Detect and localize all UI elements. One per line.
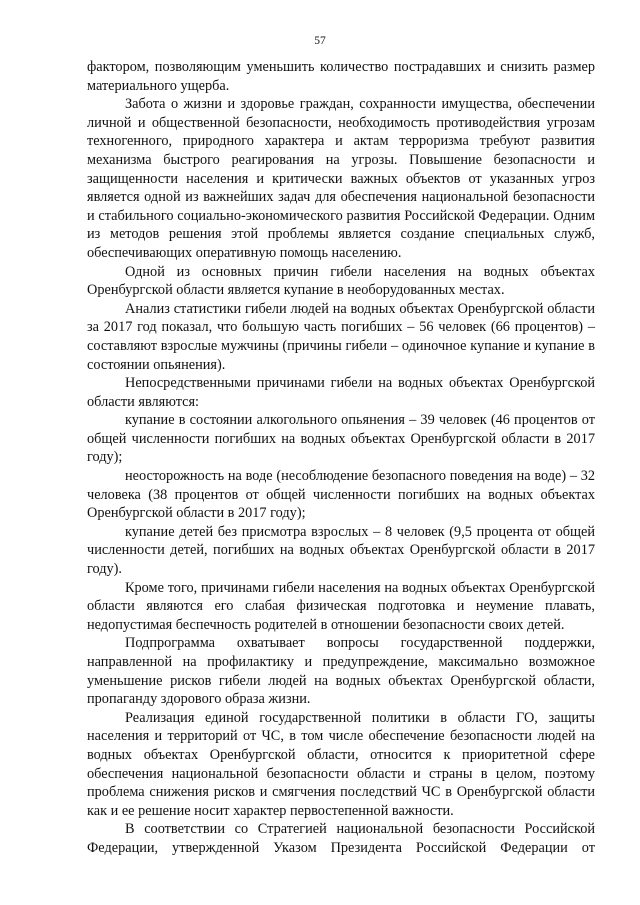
- list-item-alcohol: купание в состоянии алкогольного опьянения – 39 человек (46 процентов от общей численности погибших на водных объектах Оренбургской области в 2017 году);: [87, 412, 595, 466]
- page-number: 57: [314, 35, 326, 47]
- paragraph-1: фактором, позволяющим уменьшить количество пострадавших и снизить размер материального ущерба.: [87, 59, 595, 94]
- paragraph-6: Кроме того, причинами гибели населения на водных объектах Оренбургской области являются его слабая физическая подготовка и неумение плавать, недопустимая беспечность родителей в отношении безопасности своих детей.: [87, 579, 595, 633]
- paragraph-9: В соответствии со Стратегией национальной безопасности Российской Федерации, утвержденной Указом Президента Российской Федерации от: [87, 821, 595, 856]
- list-item-children: купание детей без присмотра взрослых – 8 человек (9,5 процента от общей численности детей, погибших на водных объектах Оренбургской области в 2017 году).: [87, 523, 595, 578]
- paragraph-5: Непосредственными причинами гибели на водных объектах Оренбургской области являются:: [87, 375, 595, 410]
- body-text: [87, 58, 595, 858]
- paragraph-8: Реализация единой государственной политики в области ГО, защиты населения и территорий от ЧС, в том числе обеспечение безопасности людей на водных объектах Оренбургской области, относится к приоритетной сфере обеспечения национальной безопасности области и страны в целом, поэтому проблема снижения рисков и смягчения последствий ЧС в Оренбургской области как и ее решение носит характер первостепенной важности.: [87, 709, 595, 819]
- list-item-carelessness: неосторожность на воде (несоблюдение безопасного поведения на воде) – 32 человека (38 процентов от общей численности погибших на водных объектах Оренбургской области в 2017 году);: [87, 468, 595, 522]
- paragraph-2: Забота о жизни и здоровье граждан, сохранности имущества, обеспечении личной и общественной безопасности, необходимость противодействия угрозам техногенного, природного характера и актам терроризма требуют развития механизма быстрого реагирования на угрозы. Повышение безопасности и защищенности населения и критически важных объектов от указанных угроз является одной из важнейших задач для обеспечения национальной безопасности и стабильного социально-экономического развития Российской Федерации. Одним из методов решения этой проблемы является создание специальных служб, обеспечивающих оперативную помощь населению.: [87, 96, 595, 261]
- paragraph-4: Анализ статистики гибели людей на водных объектах Оренбургской области за 2017 год показал, что большую часть погибших – 56 человек (66 процентов) – составляют взрослые мужчины (причины гибели – одиночное купание и купание в состоянии опьянения).: [87, 300, 595, 373]
- paragraph-7: Подпрограмма охватывает вопросы государственной поддержки, направленной на профилактику и предупреждение, максимально возможное уменьшение рисков гибели людей на водных объектах Оренбургской области, пропаганду здорового образа жизни.: [87, 635, 595, 708]
- paragraph-3: Одной из основных причин гибели населения на водных объектах Оренбургской области является купание в необорудованных местах.: [87, 263, 595, 299]
